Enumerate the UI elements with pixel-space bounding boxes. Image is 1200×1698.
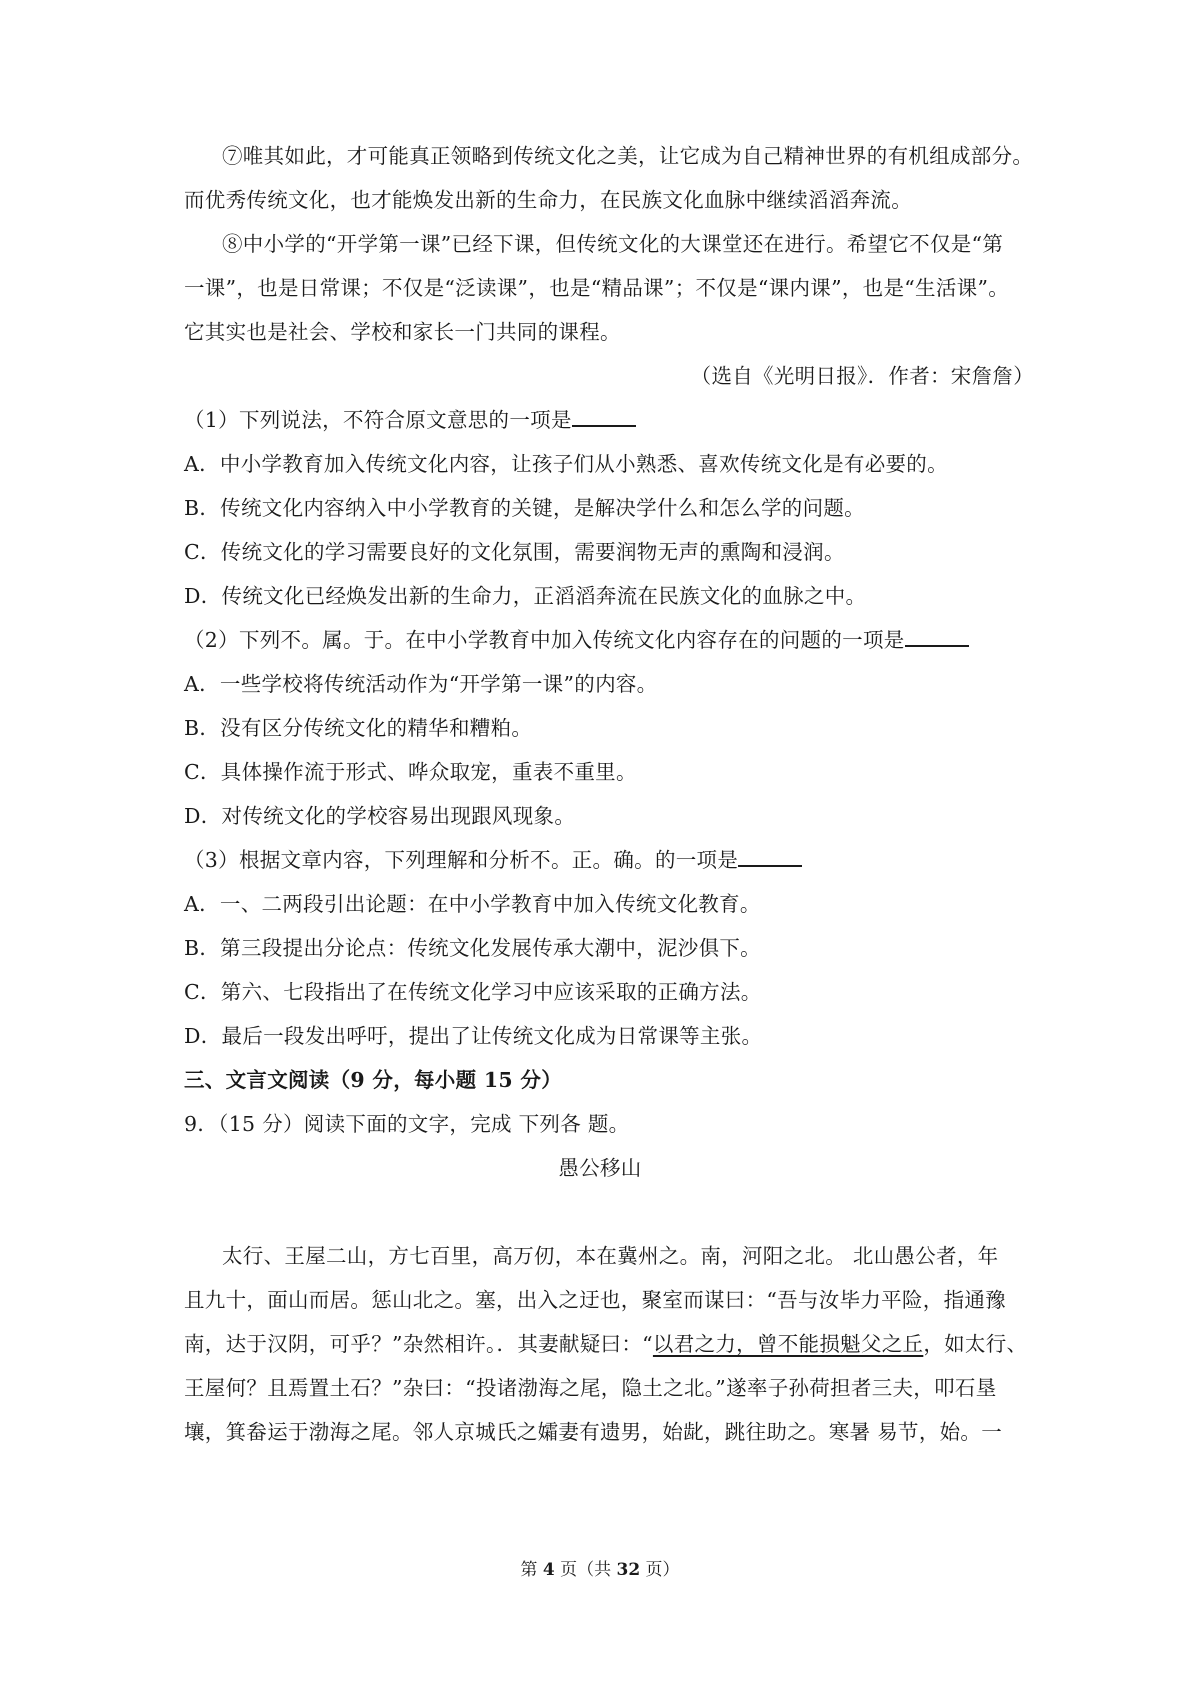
q2-option-a: A．一些学校将传统活动作为“开学第一课”的内容。 xyxy=(184,672,658,696)
page-footer xyxy=(0,1558,1200,1582)
q3-option-c: C．第六、七段指出了在传统文化学习中应该采取的正确方法。 xyxy=(184,980,762,1004)
q2-option-b: B．没有区分传统文化的精华和糟粕。 xyxy=(184,716,533,740)
q1-stem-text: （1）下列说法，不符合原文意思的一项是 xyxy=(184,408,572,432)
q1-option-a: A．中小学教育加入传统文化内容，让孩子们从小熟悉、喜欢传统文化是有必要的。 xyxy=(184,452,948,476)
source-citation: （选自《光明日报》．作者：宋詹詹） xyxy=(690,364,1034,388)
passage-line4: 王屋何？且焉置土石？”杂曰：“投诸渤海之尾，隐土之北。”遂率子孙荷担者三夫，叩石垦 xyxy=(184,1376,997,1400)
footer-post: 页） xyxy=(640,1560,680,1580)
para7-line2: 而优秀传统文化，也才能焕发出新的生命力，在民族文化血脉中继续滔滔奔流。 xyxy=(184,188,912,212)
para8-line3: 它其实也是社会、学校和家长一门共同的课程。 xyxy=(184,320,621,344)
footer-mid: 页（共 xyxy=(554,1560,617,1580)
passage-title: 愚公移山 xyxy=(558,1156,642,1180)
para8-line2: 一课”，也是日常课；不仅是“泛读课”，也是“精品课”；不仅是“课内课”，也是“生活课”。 xyxy=(184,276,1010,300)
q1-option-b: B．传统文化内容纳入中小学教育的关键，是解决学什么和怎么学的问题。 xyxy=(184,496,865,520)
q3-answer-blank[interactable] xyxy=(738,847,802,867)
q3-stem xyxy=(184,846,1034,874)
q2-option-d: D．对传统文化的学校容易出现跟风现象。 xyxy=(184,804,576,828)
para7-line1: ⑦唯其如此，才可能真正领略到传统文化之美，让它成为自己精神世界的有机组成部分。 xyxy=(222,144,1034,168)
q1-stem xyxy=(184,406,1034,434)
passage-line3 xyxy=(184,1330,1034,1358)
q2-stem xyxy=(184,626,1034,654)
passage-line3-start: 南，达于汉阴，可乎？”杂然相许。．其妻献疑曰：“ xyxy=(184,1332,653,1356)
passage-line3-end: ，如太行、 xyxy=(923,1332,1028,1356)
footer-current-page: 4 xyxy=(542,1560,555,1580)
section-heading: 三、文言文阅读（9 分，每小题 15 分） xyxy=(184,1068,563,1092)
q9-instruction: 9．（15 分）阅读下面的文字，完成 下列各 题。 xyxy=(184,1112,630,1136)
q2-stem-text: （2）下列不。属。于。在中小学教育中加入传统文化内容存在的问题的一项是 xyxy=(184,628,905,652)
q2-answer-blank[interactable] xyxy=(905,627,969,647)
q1-option-c: C．传统文化的学习需要良好的文化氛围，需要润物无声的熏陶和浸润。 xyxy=(184,540,845,564)
footer-pre: 第 xyxy=(520,1560,543,1580)
q1-answer-blank[interactable] xyxy=(572,407,636,427)
underlined-phrase: 以君之力，曾不能损魁父之丘 xyxy=(652,1332,924,1356)
passage-line1: 太行、王屋二山，方七百里，高万仞，本在冀州之。南，河阳之北。 北山愚公者，年 xyxy=(222,1244,999,1268)
q1-option-d: D．传统文化已经焕发出新的生命力，正滔滔奔流在民族文化的血脉之中。 xyxy=(184,584,867,608)
footer-total-pages: 32 xyxy=(616,1560,641,1580)
q2-option-c: C．具体操作流于形式、哗众取宠，重表不重里。 xyxy=(184,760,637,784)
passage-line5: 壤，箕畚运于渤海之尾。邻人京城氏之孀妻有遗男，始龀，跳往助之。寒暑 易节，始。一 xyxy=(184,1420,1003,1444)
q3-option-b: B．第三段提出分论点：传统文化发展传承大潮中，泥沙俱下。 xyxy=(184,936,761,960)
q3-option-a: A．一、二两段引出论题：在中小学教育中加入传统文化教育。 xyxy=(184,892,761,916)
passage-line2: 且九十，面山而居。惩山北之。塞，出入之迂也，聚室而谋曰：“吾与汝毕力平险，指通豫 xyxy=(184,1288,1006,1312)
para8-line1: ⑧中小学的“开学第一课”已经下课，但传统文化的大课堂还在进行。希望它不仅是“第 xyxy=(222,232,1004,256)
q3-stem-text: （3）根据文章内容，下列理解和分析不。正。确。的一项是 xyxy=(184,848,739,872)
q3-option-d: D．最后一段发出呼吁，提出了让传统文化成为日常课等主张。 xyxy=(184,1024,763,1048)
